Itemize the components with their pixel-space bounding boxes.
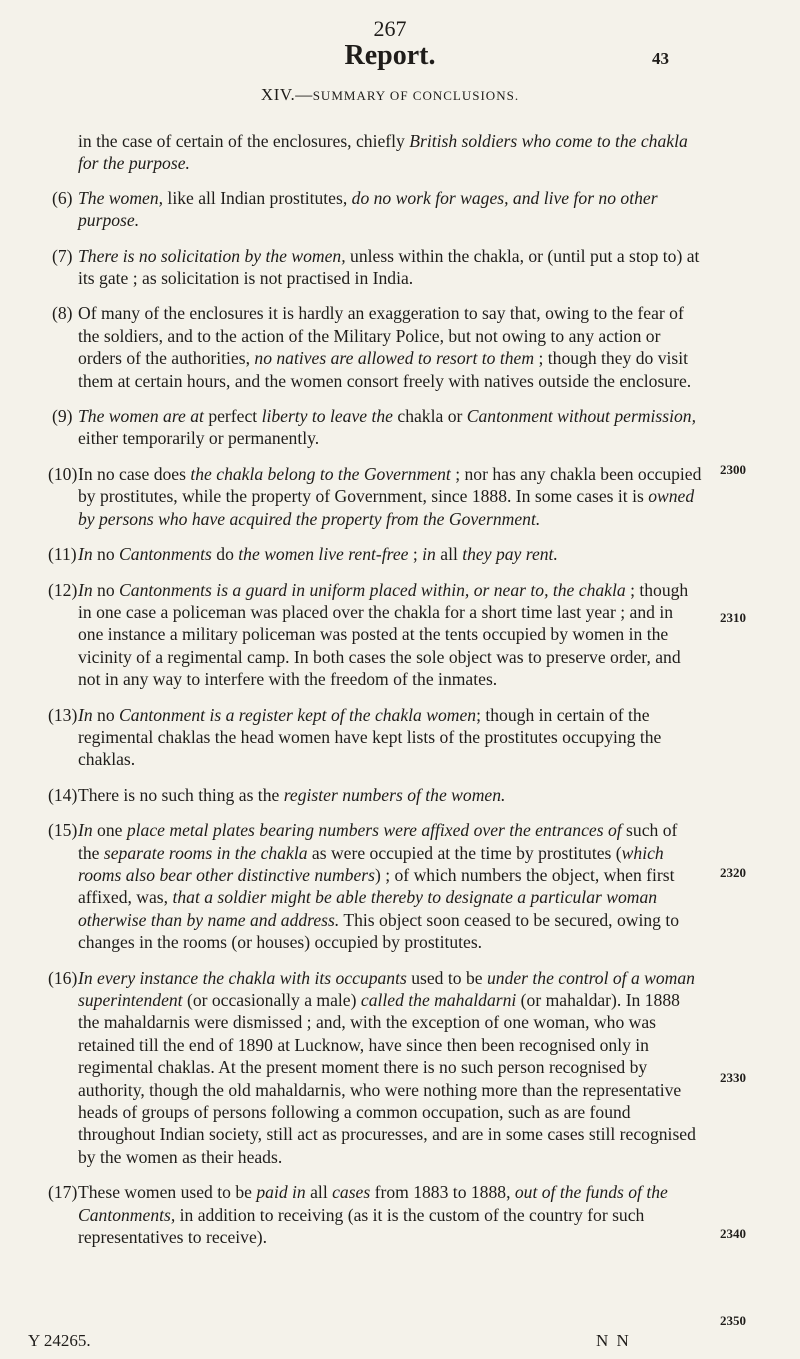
italic-phrase: In bbox=[78, 820, 93, 841]
italic-phrase: Cantonment without permission, bbox=[466, 406, 696, 427]
numbered-paragraph bbox=[48, 579, 702, 691]
text-run: (or mahaldar). In 1888 the mahaldarnis were dismissed ; and, with the exception of one woman, who was retained till the end of 1890 at Lucknow, have since then been recognised only in regimental chaklas. At the present moment there is no such person recognised by authority, though the old mahaldarnis, who were nothing more than the representative heads of groups of persons following a common occupation, such as are found throughout Indian society, still act as procuresses, and are in some cases still recognised by the women as their heads. bbox=[78, 990, 696, 1167]
italic-phrase: There is no solicitation by the women, bbox=[78, 245, 346, 266]
text-run: ; though in certain of the regimental chaklas the head women have kept lists of the prostitutes occupying the chaklas. bbox=[78, 704, 662, 770]
intro-text: in the case of certain of the enclosures, chiefly bbox=[78, 131, 410, 151]
text-run: In no case does bbox=[78, 463, 191, 484]
italic-phrase: in bbox=[422, 544, 436, 565]
italic-phrase: the chakla belong to the Government bbox=[190, 463, 451, 484]
margin-number: 2300 bbox=[720, 462, 746, 477]
paragraph-text bbox=[78, 302, 702, 392]
italic-phrase: the women live rent-free bbox=[238, 544, 409, 565]
paragraph-text bbox=[78, 463, 702, 530]
paragraph-number: (7) bbox=[52, 245, 73, 266]
text-run: ; bbox=[408, 544, 423, 565]
paragraph-number: (14) bbox=[48, 784, 78, 805]
paragraph-text bbox=[78, 245, 702, 290]
paragraph-number: (12) bbox=[48, 579, 78, 600]
numbered-paragraph bbox=[48, 784, 702, 806]
numbered-paragraph bbox=[48, 1181, 702, 1248]
italic-phrase: under the control of a woman superintendent bbox=[78, 967, 695, 1010]
paragraph-text bbox=[78, 579, 702, 691]
paragraph-number: (13) bbox=[48, 704, 78, 725]
italic-phrase: The women, bbox=[78, 187, 164, 208]
text-run: There is no such thing as the bbox=[78, 784, 284, 805]
paragraph-number: (6) bbox=[52, 187, 73, 208]
text-run: as were occupied at the time by prostitutes ( bbox=[307, 842, 622, 863]
paragraph-number: (11) bbox=[48, 544, 77, 565]
intro-italic: British soldiers who come to the chakla for the purpose. bbox=[78, 131, 688, 174]
text-run: ) ; of which numbers the object, when first affixed, was, bbox=[78, 864, 675, 908]
text-run: in addition to receiving (as it is the custom of the country for such representatives to receive). bbox=[78, 1204, 645, 1248]
margin-number: 2350 bbox=[720, 1313, 746, 1328]
text-run: unless within the chakla, or (until put a stop to) at its gate ; as solicitation is not practised in India. bbox=[78, 245, 700, 289]
text-run: Of many of the enclosures it is hardly an exaggeration to say that, owing to the fear of the soldiers, and to the action of the Military Police, but not owing to any action or orders of the authorities, bbox=[78, 303, 684, 369]
paragraph-number: (9) bbox=[52, 406, 73, 427]
italic-phrase: paid in bbox=[256, 1182, 306, 1203]
text-run: (or occasionally a male) bbox=[182, 990, 361, 1010]
page-header-title: Report. bbox=[344, 40, 436, 71]
italic-phrase: that a soldier might be able thereby to designate a particular woman otherwise than by name and address. bbox=[78, 887, 658, 930]
italic-phrase: they pay rent. bbox=[462, 544, 558, 565]
paragraph-text bbox=[78, 784, 702, 806]
text-run: like all Indian prostitutes, bbox=[163, 187, 352, 208]
intro-paragraph bbox=[52, 130, 702, 175]
italic-phrase: Cantonments bbox=[119, 544, 212, 565]
paragraph-text bbox=[78, 704, 702, 771]
numbered-paragraph bbox=[52, 302, 702, 392]
numbered-paragraph bbox=[52, 405, 702, 450]
text-run: all bbox=[305, 1182, 333, 1203]
italic-phrase: cases bbox=[332, 1182, 371, 1203]
italic-phrase: In bbox=[78, 579, 93, 600]
text-run: such of the bbox=[78, 820, 678, 863]
italic-phrase: out of the funds of the Cantonments, bbox=[78, 1182, 668, 1225]
text-run: These women used to be bbox=[78, 1182, 257, 1203]
paragraph-number: (16) bbox=[48, 967, 78, 988]
paragraph-list bbox=[48, 187, 702, 1249]
text-run: ; nor has any chakla been occupied by prostitutes, while the property of Government, since 1888. In some cases it is bbox=[78, 463, 702, 507]
text-run: no bbox=[92, 704, 120, 725]
margin-number: 2340 bbox=[720, 1226, 746, 1241]
numbered-paragraph bbox=[48, 704, 702, 771]
paragraph-text bbox=[78, 187, 702, 232]
italic-phrase: no natives are allowed to resort to them bbox=[254, 348, 535, 369]
margin-number: 2310 bbox=[720, 610, 746, 625]
paragraph-text bbox=[78, 543, 702, 565]
text-run: do bbox=[211, 544, 239, 565]
italic-phrase: owned by persons who have acquired the property from the Government. bbox=[78, 486, 695, 529]
italic-phrase: register numbers of the women. bbox=[283, 784, 506, 805]
footer-signature-mark: N N bbox=[596, 1331, 631, 1350]
paragraph-number: (8) bbox=[52, 303, 73, 324]
text-run: either temporarily or permanently. bbox=[78, 428, 320, 449]
text-run: This object soon ceased to be secured, owing to changes in the rooms (or houses) occupied by prostitutes. bbox=[78, 909, 680, 953]
italic-phrase: Cantonment is a register kept of the chakla women bbox=[119, 704, 477, 725]
numbered-paragraph bbox=[48, 463, 702, 530]
text-run: one bbox=[92, 820, 127, 841]
paragraph-number: (10) bbox=[48, 463, 78, 484]
text-run: no bbox=[92, 544, 120, 565]
italic-phrase: liberty to leave the bbox=[261, 406, 393, 427]
text-run: used to be bbox=[406, 967, 487, 988]
text-run: from 1883 to 1888, bbox=[370, 1182, 515, 1203]
text-run: perfect bbox=[203, 406, 262, 427]
margin-number: 2330 bbox=[720, 1070, 746, 1085]
italic-phrase: In bbox=[78, 704, 93, 725]
section-heading: SUMMARY OF CONCLUSIONS. bbox=[312, 88, 520, 103]
italic-phrase: place metal plates bearing numbers were affixed over the entrances of bbox=[126, 820, 622, 841]
text-run: ; though they do visit them at certain hours, and the women consort freely with natives outside the enclosure. bbox=[78, 348, 692, 391]
numbered-paragraph bbox=[48, 819, 702, 953]
paragraph-text bbox=[78, 967, 702, 1169]
italic-phrase: do no work for wages, and live for no other purpose. bbox=[78, 187, 658, 231]
text-run: all bbox=[435, 544, 463, 565]
italic-phrase: which rooms also bear other distinctive numbers bbox=[78, 842, 664, 885]
text-run: ; though in one case a policeman was placed over the chakla for a short time last year ; and in one instance a military policeman was posted at the tents occupied by women in the vicinity of a regimental camp. In both cases the sole object was to preserve order, and not in any way to interfere with the freedom of the inmates. bbox=[78, 579, 689, 690]
paragraph-number: (15) bbox=[48, 820, 78, 841]
paragraph-text bbox=[78, 405, 702, 450]
numbered-paragraph bbox=[48, 967, 702, 1169]
page-number: 267 bbox=[373, 16, 407, 41]
italic-phrase: The women are at bbox=[78, 406, 204, 427]
footer-signature-code: Y 24265. bbox=[28, 1331, 91, 1350]
paragraph-text bbox=[78, 1181, 702, 1248]
numbered-paragraph bbox=[52, 187, 702, 232]
section-numeral: XIV.— bbox=[260, 85, 313, 104]
header-page-number: 43 bbox=[652, 49, 669, 68]
paragraph-text bbox=[78, 819, 702, 953]
numbered-paragraph bbox=[48, 543, 702, 565]
margin-number: 2320 bbox=[720, 865, 746, 880]
italic-phrase: In bbox=[78, 544, 93, 565]
italic-phrase: separate rooms in the chakla bbox=[103, 842, 308, 863]
paragraph-number: (17) bbox=[48, 1182, 78, 1203]
text-run: no bbox=[92, 579, 120, 600]
italic-phrase: In every instance the chakla with its occupants bbox=[78, 967, 407, 988]
numbered-paragraph bbox=[52, 245, 702, 290]
italic-phrase: called the mahaldarni bbox=[360, 990, 517, 1010]
italic-phrase: Cantonments is a guard in uniform placed within, or near to, the chakla bbox=[119, 579, 626, 600]
document-body bbox=[48, 130, 702, 1261]
text-run: chakla or bbox=[392, 406, 467, 427]
section-title bbox=[0, 85, 780, 105]
